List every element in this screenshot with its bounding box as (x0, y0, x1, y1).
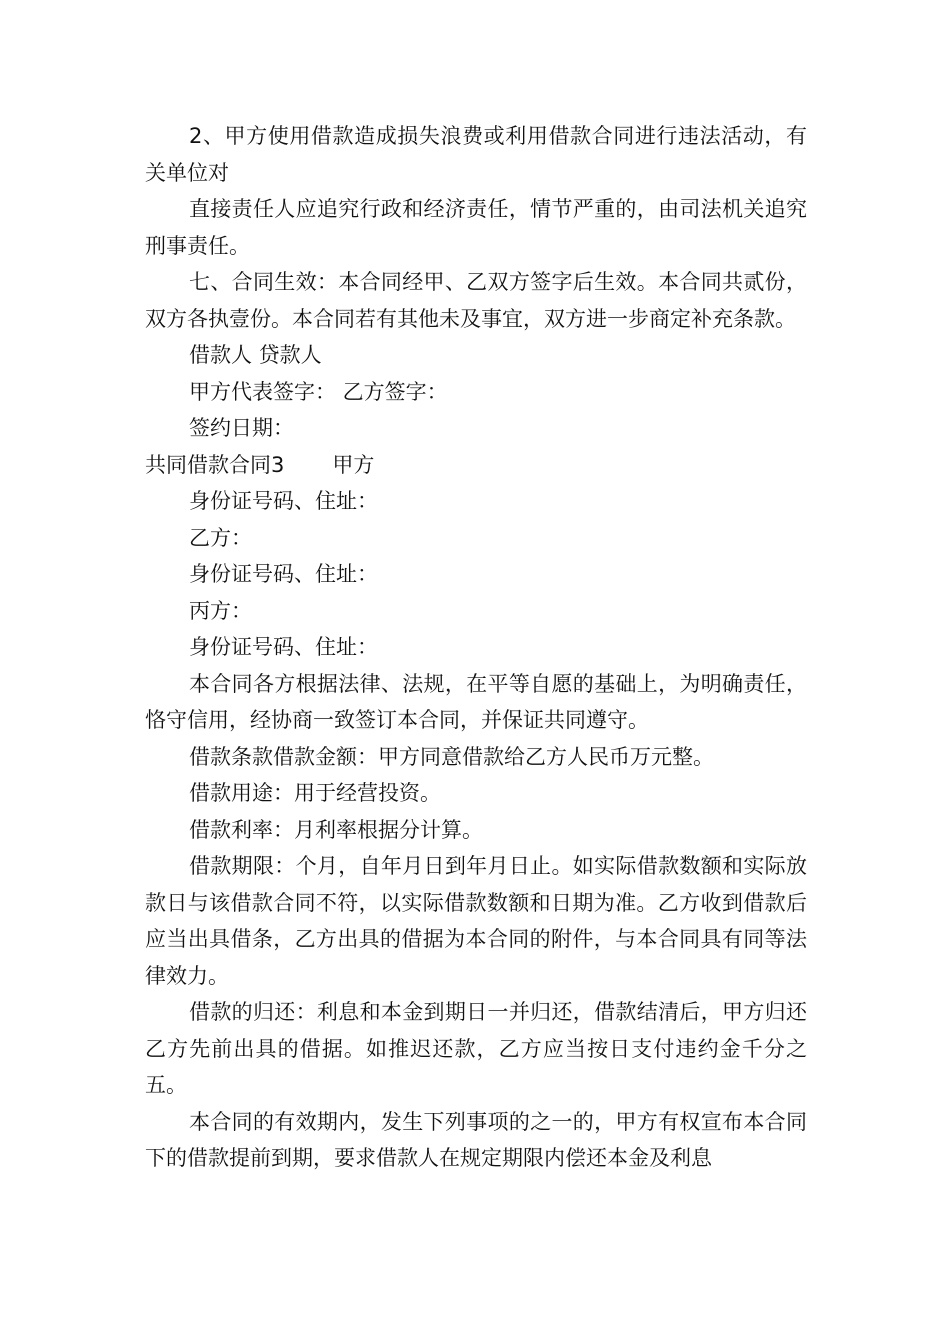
borrower-lender-line: 借款人 贷款人 (189, 343, 322, 367)
signature-line: 甲方代表签字： 乙方签字： (189, 379, 448, 404)
section-heading (145, 447, 807, 484)
party-c-id-address: 身份证号码、住址： (189, 635, 378, 659)
liability-paragraph: 直接责任人应追究行政和经济责任，情节严重的，由司法机关追究刑事责任。 (145, 197, 807, 258)
party-c-label: 丙方： (189, 598, 252, 623)
contract-effect-paragraph: 七、合同生效：本合同经甲、乙双方签字后生效。本合同共贰份，双方各执壹份。本合同若有其他未及事宜，双方进一步商定补充条款。 (145, 270, 807, 331)
party-a-id-address: 身份证号码、住址： (189, 489, 378, 513)
section-title: 共同借款合同3 (145, 452, 285, 477)
party-b-id-address: 身份证号码、住址： (189, 562, 378, 586)
loan-rate-paragraph: 借款利率：月利率根据分计算。 (189, 817, 483, 842)
early-maturity-paragraph: 本合同的有效期内，发生下列事项的之一的，甲方有权宣布本合同下的借款提前到期，要求借款人在规定期限内偿还本金及利息 (145, 1109, 807, 1170)
loan-purpose-paragraph: 借款用途：用于经营投资。 (189, 781, 441, 805)
party-a-label: 甲方 (332, 452, 375, 477)
sign-date-line: 签约日期： (189, 416, 294, 440)
loan-amount-paragraph: 借款条款借款金额：甲方同意借款给乙方人民币万元整。 (189, 744, 714, 769)
clause-2-paragraph: 2、甲方使用借款造成损失浪费或利用借款合同进行违法活动，有关单位对 (145, 124, 807, 185)
preamble-paragraph: 本合同各方根据法律、法规，在平等自愿的基础上，为明确责任，恪守信用，经协商一致签订本合同，并保证共同遵守。 (145, 671, 807, 732)
loan-term-paragraph: 借款期限：个月，自年月日到年月日止。如实际借款数额和实际放款日与该借款合同不符，以实际借款数额和日期为准。乙方收到借款后应当出具借条，乙方出具的借据为本合同的附件，与本合同具有同等法律效力。 (145, 854, 807, 988)
document-page (145, 118, 807, 1177)
loan-repayment-paragraph: 借款的归还：利息和本金到期日一并归还，借款结清后，甲方归还乙方先前出具的借据。如推迟还款，乙方应当按日支付违约金千分之五。 (145, 1000, 807, 1097)
party-b-label: 乙方： (189, 525, 252, 550)
